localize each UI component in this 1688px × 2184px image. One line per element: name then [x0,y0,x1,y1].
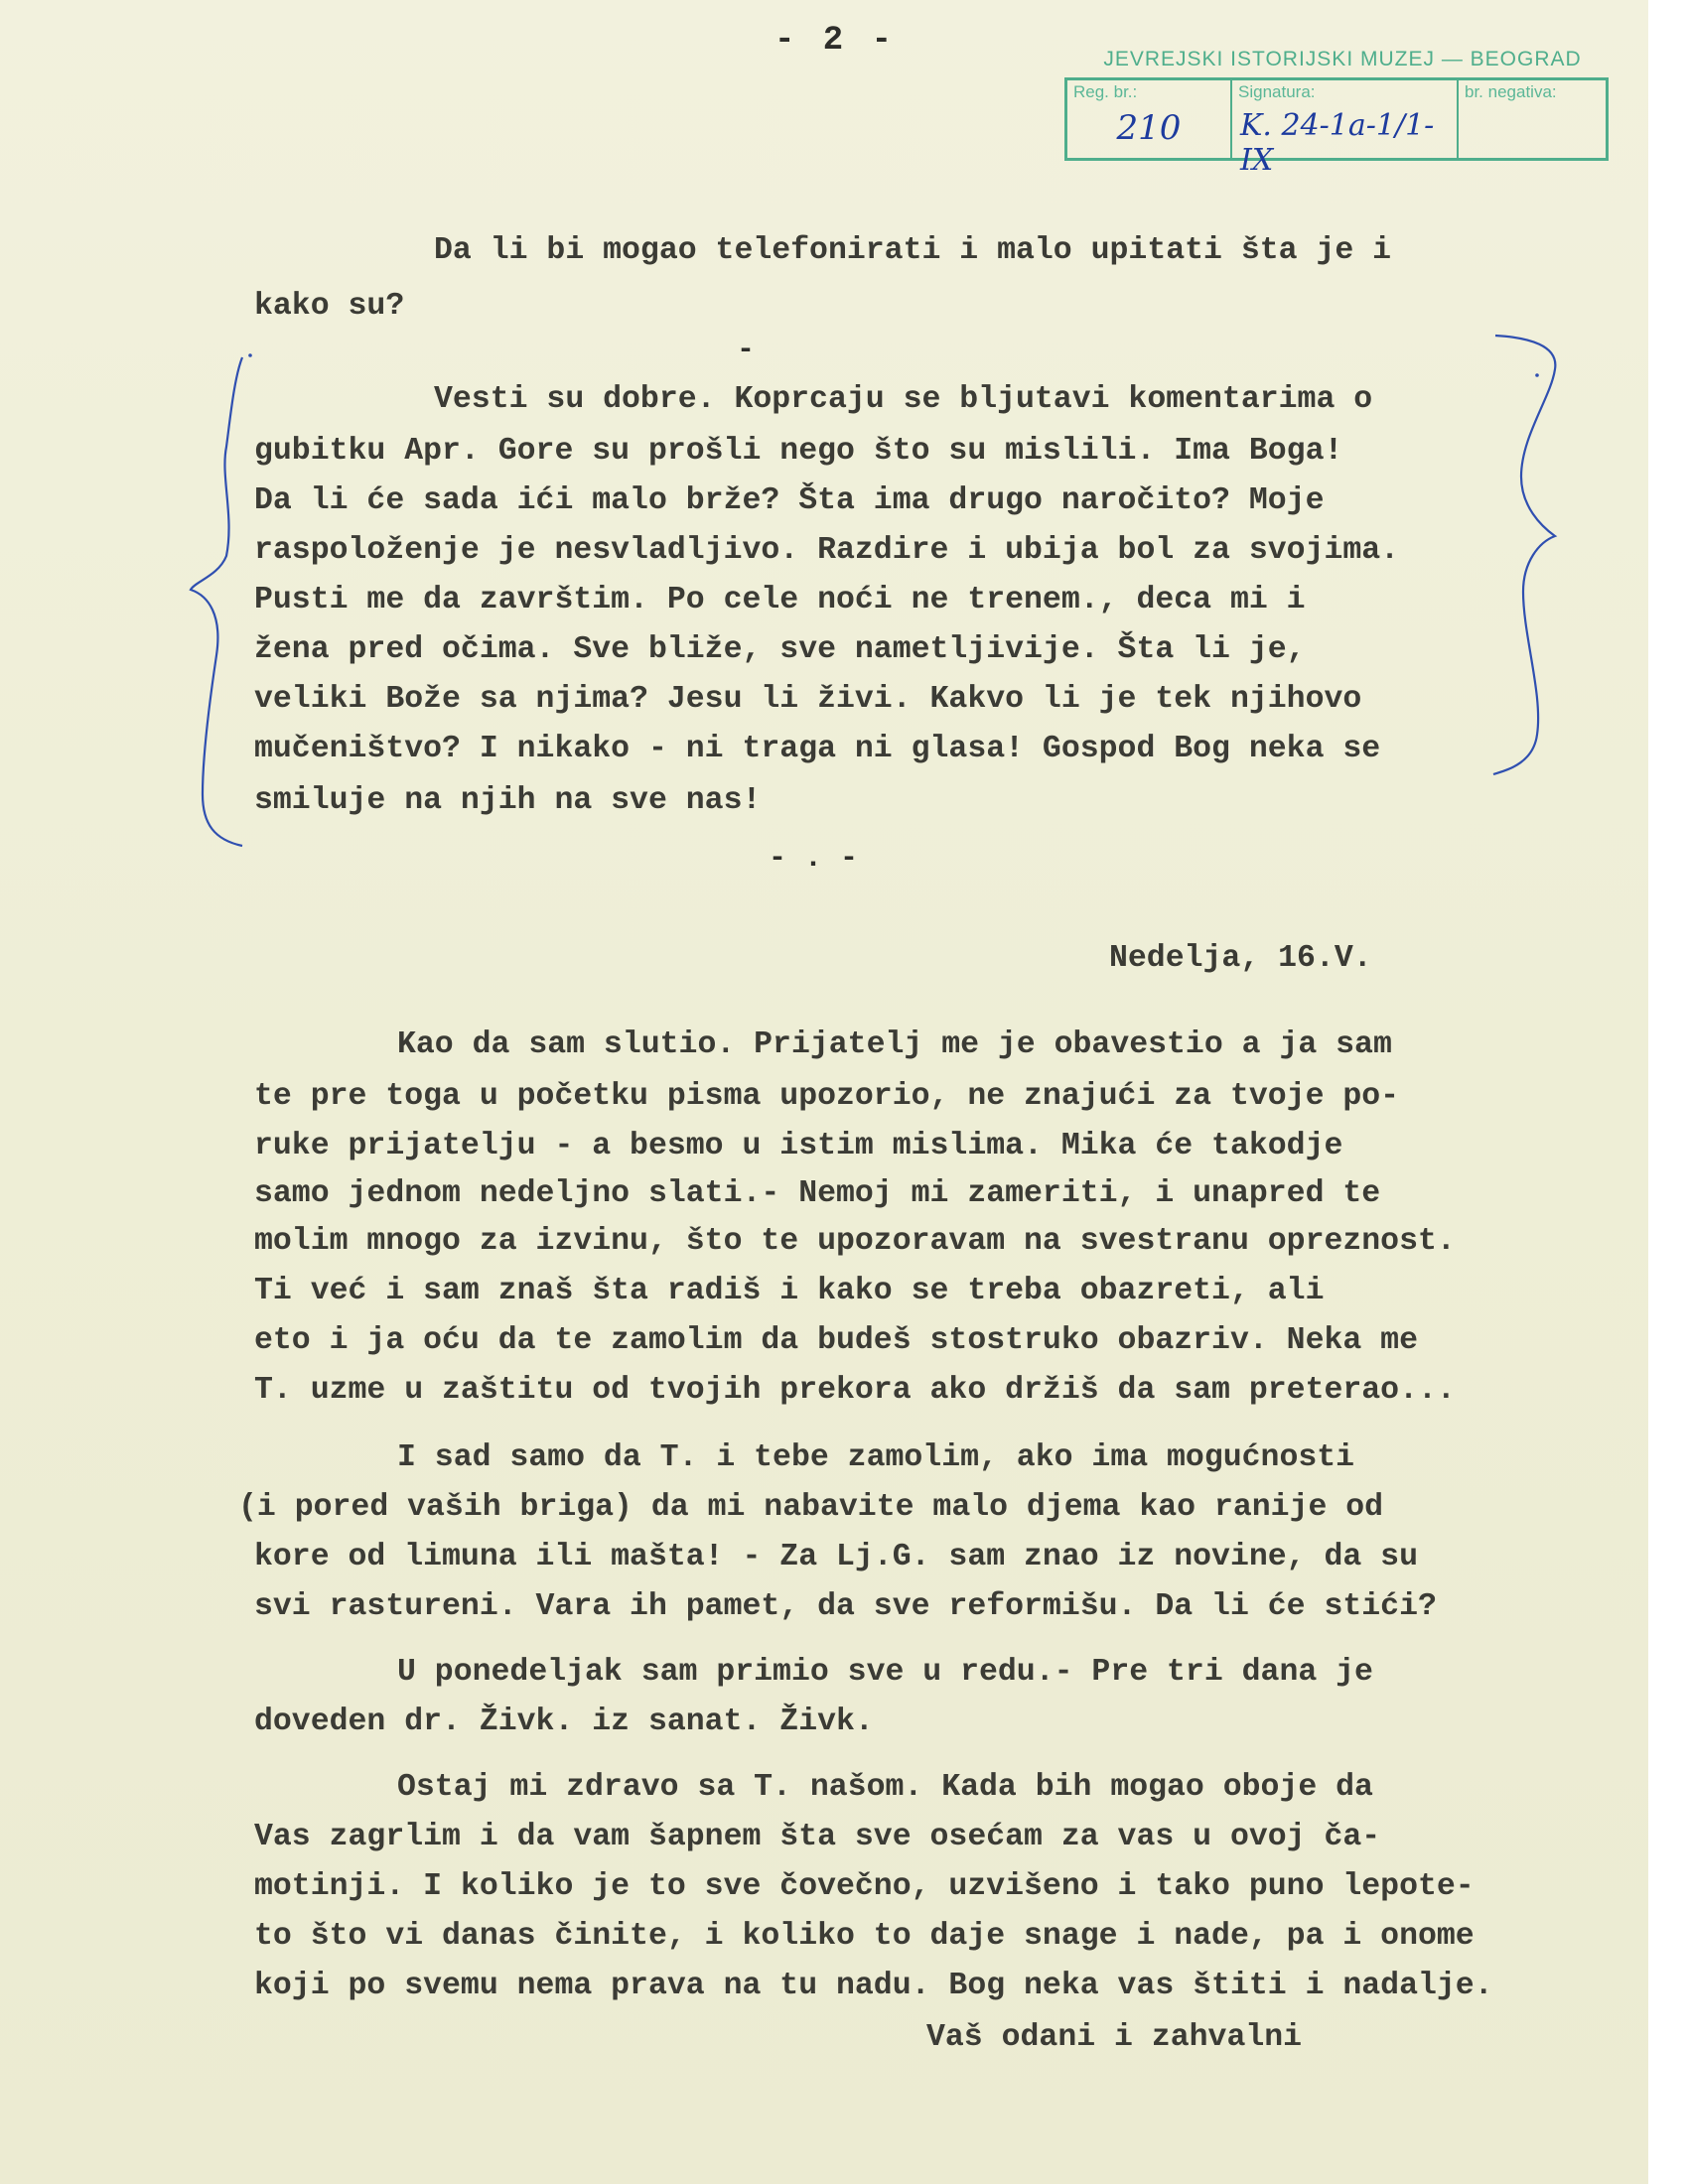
text-line: Vas zagrlim i da vam šapnem šta sve osećam za vas u ovoj ča- [254,1820,1381,1854]
text-line: eto i ja oću da te zamolim da budeš stostruko obazriv. Neka me [254,1323,1418,1358]
text-line: I sad samo da T. i tebe zamolim, ako ima mogućnosti [397,1440,1355,1475]
text-line: smiluje na njih na sve nas! [254,783,762,818]
text-line: doveden dr. Živk. iz sanat. Živk. [254,1705,874,1739]
text-line: veliki Bože sa njima? Jesu li živi. Kakvo li je tek njihovo [254,682,1362,717]
text-line: Kao da sam slutio. Prijatelj me je obavestio a ja sam [397,1027,1392,1062]
stamp-box [1064,77,1609,178]
text-line: molim mnogo za izvinu, što te upozoravam na svestranu opreznost. [254,1224,1456,1259]
text-line: Da li će sada ići malo brže? Šta ima drugo naročito? Moje [254,483,1325,518]
closing-line: Vaš odani i zahvalni [926,2020,1303,2055]
stamp-signatura-label: Signatura: [1238,82,1316,101]
text-line: svi rastureni. Vara ih pamet, da sve reformišu. Da li će stići? [254,1589,1437,1624]
text-line: kako su? [254,289,405,324]
scan-margin [1648,0,1688,2184]
text-line: Ostaj mi zdravo sa T. našom. Kada bih mogao oboje da [397,1770,1373,1805]
text-line: kore od limuna ili mašta! - Za Lj.G. sam znao iz novine, da su [254,1540,1418,1574]
date-heading: Nedelja, 16.V. [1109,941,1372,976]
section-separator: - [737,334,756,367]
text-line: to što vi danas činite, i koliko to daje snage i nade, pa i onome [254,1919,1475,1954]
museum-stamp [1064,48,1617,178]
stamp-header: JEVREJSKI ISTORIJSKI MUZEJ — BEOGRAD [1103,48,1582,70]
text-line: Ti već i sam znaš šta radiš i kako se treba obazreti, ali [254,1274,1325,1308]
text-line: samo jednom nedeljno slati.- Nemoj mi zameriti, i unapred te [254,1176,1381,1211]
stamp-negativ-cell [1459,80,1606,158]
stamp-negativ-label: br. negativa: [1465,82,1557,101]
text-line: (i pored vaših briga) da mi nabavite malo djema kao ranije od [238,1490,1384,1525]
stamp-reg-cell [1067,80,1232,158]
text-line: te pre toga u početku pisma upozorio, ne znajući za tvoje po- [254,1079,1400,1114]
section-separator: - . - [769,842,859,876]
text-line: U ponedeljak sam primio sve u redu.- Pre tri dana je [397,1655,1373,1690]
text-line: Vesti su dobre. Koprcaju se bljutavi komentarima o [434,382,1373,417]
stamp-reg-value: 210 [1116,108,1182,148]
text-line: koji po svemu nema prava na tu nadu. Bog neka vas štiti i nadalje. [254,1969,1493,2003]
text-line: gubitku Apr. Gore su prošli nego što su mislili. Ima Boga! [254,434,1343,469]
page-number: - 2 - [774,22,897,60]
text-line: T. uzme u zaštitu od tvojih prekora ako držiš da sam preterao... [254,1373,1456,1408]
text-line: motinji. I koliko je to sve čovečno, uzvišeno i tako puno lepote- [254,1869,1475,1904]
text-line: Pusti me da završtim. Po cele noći ne trenem., deca mi i [254,583,1306,617]
stamp-signatura-value: K. 24-1a-1/1-IX [1240,108,1435,178]
stamp-signatura-cell [1232,80,1459,178]
text-line: Da li bi mogao telefonirati i malo upitati šta je i [434,233,1392,268]
text-line: žena pred očima. Sve bliže, sve nametljivije. Šta li je, [254,632,1306,667]
text-line: mučeništvo? I nikako - ni traga ni glasa! Gospod Bog neka se [254,732,1381,766]
text-line: raspoloženje je nesvladljivo. Razdire i ubija bol za svojima. [254,533,1400,568]
stamp-reg-label: Reg. br.: [1073,82,1138,101]
text-line: ruke prijatelju - a besmo u istim mislima. Mika će takodje [254,1129,1343,1163]
